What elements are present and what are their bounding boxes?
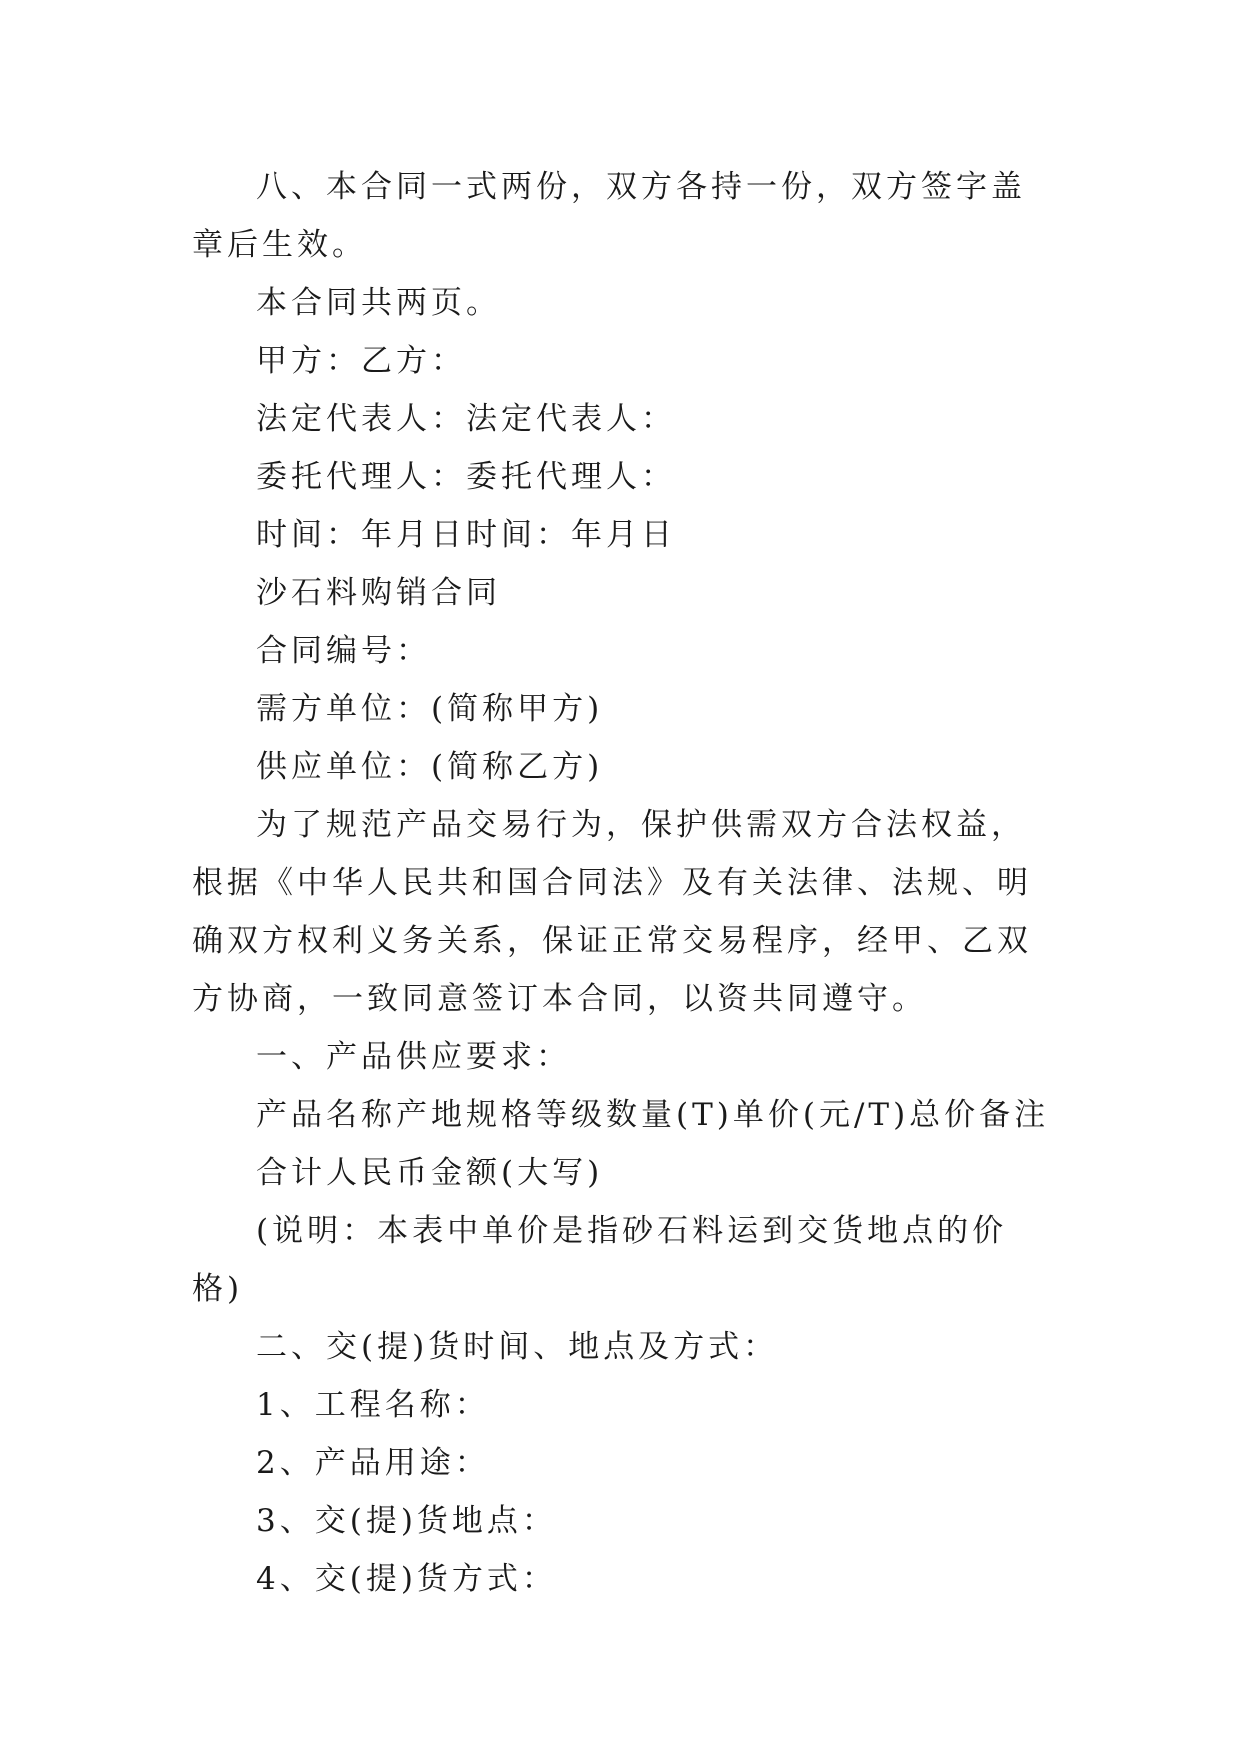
paragraph-parties: 甲方：乙方： — [256, 343, 466, 379]
paragraph-project-name: 1、工程名称： — [256, 1387, 490, 1423]
paragraph-supplier: 供应单位：(简称乙方) — [256, 749, 604, 785]
paragraph-section-two: 二、交(提)货时间、地点及方式： — [256, 1329, 779, 1365]
paragraph-total-amount: 合计人民币金额(大写) — [256, 1155, 604, 1191]
document-body — [192, 158, 1052, 1608]
paragraph-page-count: 本合同共两页。 — [256, 285, 501, 321]
paragraph-delivery-method: 4、交(提)货方式： — [256, 1561, 557, 1597]
paragraph-product-table-header: 产品名称产地规格等级数量(T)单价(元/T)总价备注 — [256, 1097, 1050, 1133]
paragraph-contract-title: 沙石料购销合同 — [256, 575, 501, 611]
paragraph-contract-number: 合同编号： — [256, 633, 431, 669]
paragraph-delivery-location: 3、交(提)货地点： — [256, 1503, 557, 1539]
paragraph-date: 时间：年月日时间：年月日 — [256, 517, 676, 553]
paragraph-price-note: (说明：本表中单价是指砂石料运到交货地点的价格) — [192, 1213, 1008, 1307]
paragraph-section-one: 一、产品供应要求： — [256, 1039, 571, 1075]
paragraph-preamble: 为了规范产品交易行为，保护供需双方合法权益，根据《中华人民共和国合同法》及有关法律、法规、明确双方权利义务关系，保证正常交易程序，经甲、乙双方协商，一致同意签订本合同，以资共同遵守。 — [192, 807, 1032, 1017]
paragraph-legal-representative: 法定代表人：法定代表人： — [256, 401, 676, 437]
paragraph-effective-clause: 八、本合同一式两份，双方各持一份，双方签字盖章后生效。 — [192, 169, 1026, 263]
paragraph-authorized-agent: 委托代理人：委托代理人： — [256, 459, 676, 495]
paragraph-buyer: 需方单位：(简称甲方) — [256, 691, 604, 727]
paragraph-product-usage: 2、产品用途： — [256, 1445, 490, 1481]
